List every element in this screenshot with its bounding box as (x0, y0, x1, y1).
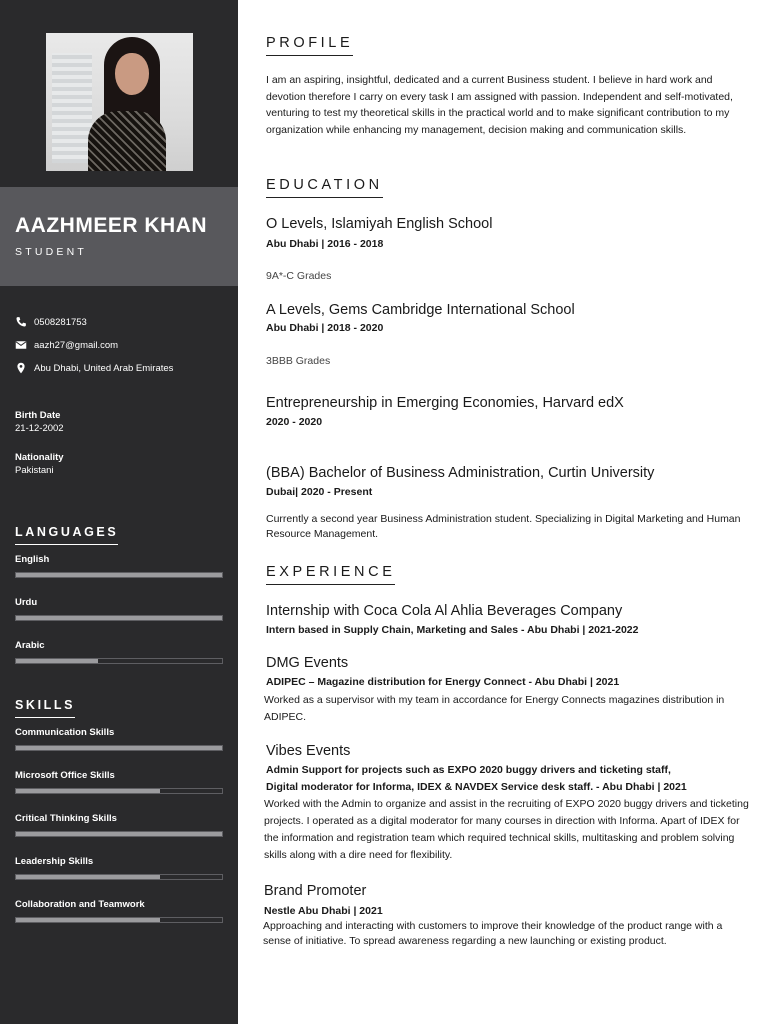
skill-bar-teamwork (15, 917, 223, 923)
skill-label-office: Microsoft Office Skills (15, 770, 115, 781)
experience-sub-cocacola: Intern based in Supply Chain, Marketing and Sales - Abu Dhabi | 2021-2022 (266, 624, 639, 636)
experience-title-dmg: DMG Events (266, 655, 349, 671)
nationality-value: Pakistani (15, 465, 54, 476)
skill-bar-critical-thinking (15, 831, 223, 837)
language-label-english: English (15, 554, 50, 565)
skill-fill-office (16, 789, 160, 793)
skill-bar-office (15, 788, 223, 794)
skill-label-critical-thinking: Critical Thinking Skills (15, 813, 117, 824)
location-icon (15, 362, 27, 374)
nationality-label: Nationality (15, 452, 64, 463)
experience-desc-brand: Approaching and interacting with customers to improve their knowledge of the product range with a sense of initiative. To spread awareness regarding a new launching or existing product. (263, 920, 723, 947)
phone-text: 0508281753 (34, 316, 87, 328)
education-sub-alevels: Abu Dhabi | 2018 - 2020 (266, 322, 384, 334)
sidebar (0, 0, 238, 1024)
birth-date-value: 21-12-2002 (15, 423, 64, 434)
skill-label-teamwork: Collaboration and Teamwork (15, 899, 145, 910)
experience-sub-vibes: Admin Support for projects such as EXPO 2020 buggy drivers and ticketing staff, (266, 764, 671, 776)
education-title-bba: (BBA) Bachelor of Business Administration, Curtin University (266, 465, 655, 481)
education-title-harvard: Entrepreneurship in Emerging Economies, Harvard edX (266, 395, 624, 411)
experience-desc-vibes: Worked with the Admin to organize and assist in the recruiting of EXPO 2020 buggy drivers and ticketing projects. I operated as a digital moderator for many courses in direction with Informa. Apart of IDEX for the information and registration team which required technical skills, multitasking and problem solving skills along with a dire need for flexibility. (264, 798, 749, 861)
languages-heading: LANGUAGES (15, 525, 118, 545)
language-label-urdu: Urdu (15, 597, 38, 608)
education-sub-harvard: 2020 - 2020 (266, 416, 323, 428)
education-title-olevels: O Levels, Islamiyah English School (266, 216, 493, 232)
email-icon (15, 339, 27, 351)
phone-icon (15, 316, 27, 328)
experience-sub2-vibes: Digital moderator for Informa, IDEX & NAVDEX Service desk staff. - Abu Dhabi | 2021 (266, 781, 687, 793)
education-note-olevels: 9A*-C Grades (266, 270, 332, 282)
experience-title-brand: Brand Promoter (264, 883, 367, 899)
birth-date-label: Birth Date (15, 410, 61, 421)
skills-heading: SKILLS (15, 698, 75, 718)
education-heading: EDUCATION (266, 177, 383, 198)
skill-bar-leadership (15, 874, 223, 880)
language-fill-english (16, 573, 222, 577)
email-text: aazh27@gmail.com (34, 339, 119, 351)
contact-phone (15, 316, 87, 328)
skill-fill-leadership (16, 875, 160, 879)
experience-heading: EXPERIENCE (266, 564, 395, 585)
experience-title-vibes: Vibes Events (266, 743, 351, 759)
language-bar-english (15, 572, 223, 578)
contact-email (15, 339, 118, 351)
language-label-arabic: Arabic (15, 640, 45, 651)
education-note-bba: Currently a second year Business Administration student. Specializing in Digital Marketing and Human Resource Management. (266, 513, 741, 540)
education-sub-olevels: Abu Dhabi | 2016 - 2018 (266, 238, 384, 250)
profile-photo (46, 33, 193, 171)
education-title-alevels: A Levels, Gems Cambridge International School (266, 302, 575, 318)
skill-fill-communication (16, 746, 222, 750)
language-bar-arabic (15, 658, 223, 664)
profile-text: I am an aspiring, insightful, dedicated and a current Business student. I believe in hard work and devotion therefore I carry on every task I am assigned with passion. Independent and self-motivated, venturing to test my theoretical skills in the practical world and to make significant contribution to my organization while enhancing my management, decision making and communication skills. (266, 74, 733, 136)
person-name: AAZHMEER KHAN (15, 214, 207, 237)
language-fill-arabic (16, 659, 98, 663)
profile-heading: PROFILE (266, 35, 353, 56)
contact-location (15, 362, 173, 374)
education-sub-bba: Dubai| 2020 - Present (266, 486, 373, 498)
education-note-alevels: 3BBB Grades (266, 355, 331, 367)
experience-title-cocacola: Internship with Coca Cola Al Ahlia Beverages Company (266, 603, 623, 619)
experience-sub-dmg: ADIPEC – Magazine distribution for Energy Connect - Abu Dhabi | 2021 (266, 676, 620, 688)
location-text: Abu Dhabi, United Arab Emirates (34, 362, 174, 374)
language-fill-urdu (16, 616, 222, 620)
experience-sub-brand: Nestle Abu Dhabi | 2021 (264, 905, 383, 917)
experience-desc-dmg: Worked as a supervisor with my team in accordance for Energy Connects magazines distribution in ADIPEC. (264, 694, 725, 723)
language-bar-urdu (15, 615, 223, 621)
skill-label-communication: Communication Skills (15, 727, 115, 738)
skill-fill-teamwork (16, 918, 160, 922)
skill-label-leadership: Leadership Skills (15, 856, 94, 867)
skill-bar-communication (15, 745, 223, 751)
person-role: STUDENT (15, 246, 87, 258)
skill-fill-critical-thinking (16, 832, 222, 836)
